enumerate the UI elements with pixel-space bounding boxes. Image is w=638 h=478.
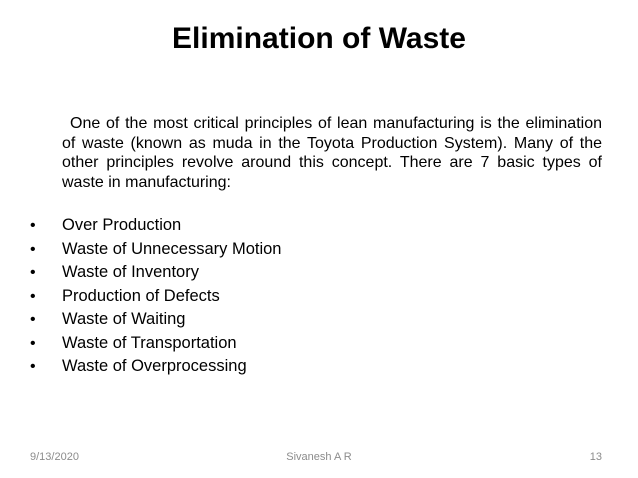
bullet-icon: • <box>30 311 36 328</box>
bullet-icon: • <box>30 264 36 281</box>
list-item <box>30 214 281 238</box>
slide-title: Elimination of Waste <box>172 22 466 55</box>
list-item-label: Waste of Unnecessary Motion <box>62 239 282 258</box>
intro-paragraph <box>62 114 602 192</box>
intro-text: One of the most critical principles of lean manufacturing is the elimination of waste (known as muda in the Toyota Production System). Many of the other principles revolve around this concept. There are 7 basic types of waste in manufacturing: <box>62 115 602 191</box>
footer-date: 9/13/2020 <box>30 451 79 463</box>
list-item <box>30 285 281 309</box>
list-item <box>30 332 281 356</box>
bullet-icon: • <box>30 287 36 305</box>
list-item-label: Waste of Transportation <box>62 333 237 352</box>
list-item-label: Waste of Inventory <box>62 263 199 281</box>
list-item <box>30 261 281 285</box>
bullet-icon: • <box>30 334 36 352</box>
list-item <box>30 308 281 332</box>
footer-author: Sivanesh A R <box>286 451 352 463</box>
waste-types-list <box>30 214 281 379</box>
bullet-icon: • <box>30 217 36 234</box>
list-item <box>30 355 281 379</box>
list-item <box>30 238 281 262</box>
bullet-icon: • <box>30 240 36 258</box>
list-item-label: Waste of Waiting <box>62 310 186 328</box>
list-item-label: Waste of Overprocessing <box>62 357 247 375</box>
list-item-label: Over Production <box>62 216 182 234</box>
list-item-label: Production of Defects <box>62 286 220 305</box>
footer-page-number: 13 <box>589 451 602 463</box>
bullet-icon: • <box>30 358 36 375</box>
